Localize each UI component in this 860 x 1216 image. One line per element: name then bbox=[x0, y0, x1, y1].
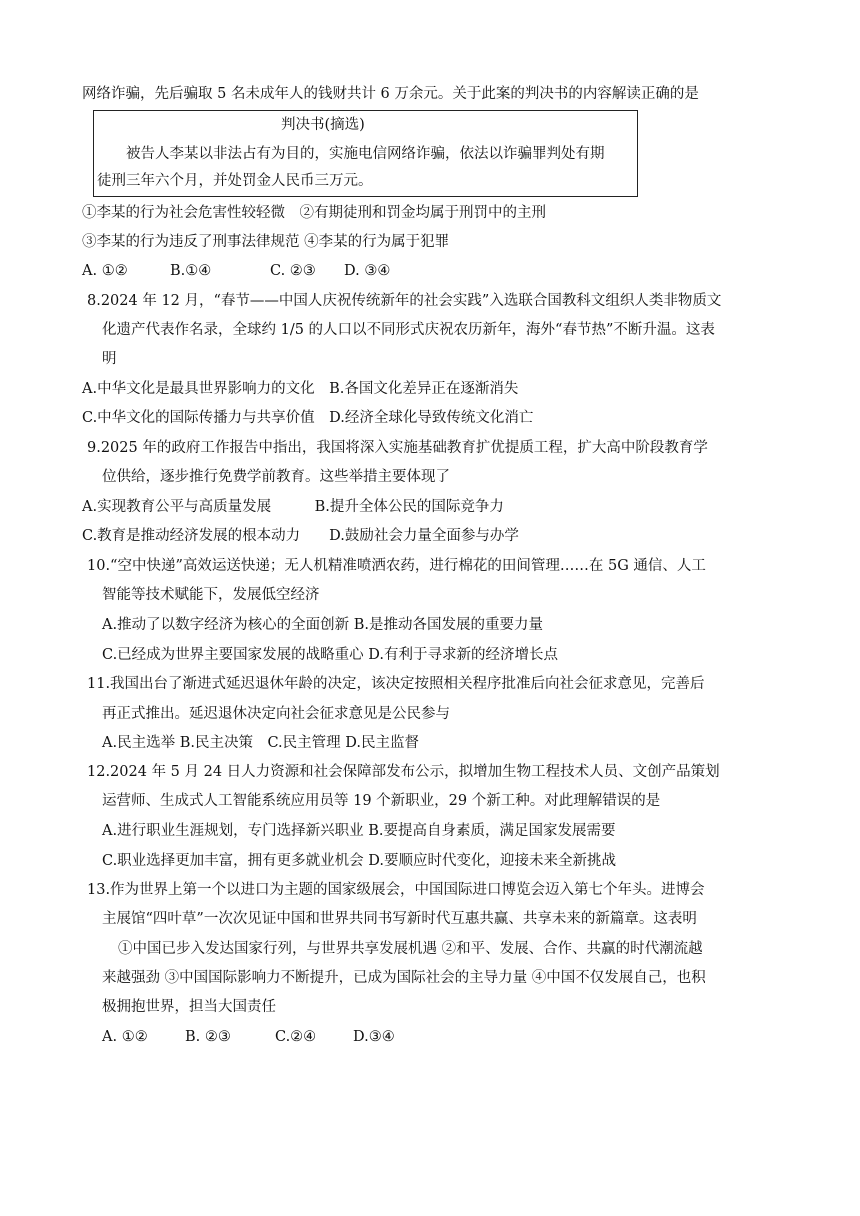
verdict-title: 判决书(摘选) bbox=[281, 117, 365, 133]
q9-stem-line-2: 位供给，逐步推行免费学前教育。这些举措主要体现了 bbox=[102, 469, 450, 485]
q9-options-a-b: A.实现教育公平与高质量发展 B.提升全体公民的国际竞争力 bbox=[82, 499, 504, 515]
q9-stem-line-1: 9.2025 年的政府工作报告中指出，我国将深入实施基础教育扩优提质工程，扩大高中阶段教育学 bbox=[87, 440, 708, 456]
q13-option-line-1: ①中国已步入发达国家行列，与世界共享发展机遇 ②和平、发展、合作、共赢的时代潮流越 bbox=[118, 941, 703, 957]
q8-stem-line-1: 8.2024 年 12 月，“春节——中国人庆祝传统新年的社会实践”入选联合国教科文组织人类非物质文 bbox=[87, 293, 722, 309]
verdict-excerpt-box bbox=[93, 110, 638, 197]
q10-stem-line-1: 10.“空中快递”高效运送快递；无人机精准喷洒农药，进行棉花的田间管理……在 5G 通信、人工 bbox=[87, 558, 706, 574]
q13-choice-b: B. ②③ bbox=[185, 1029, 231, 1045]
q7-choice-b: B.①④ bbox=[170, 263, 212, 279]
q12-options-a-b: A.进行职业生涯规划，专门选择新兴职业 B.要提高自身素质，满足国家发展需要 bbox=[102, 823, 616, 839]
q13-choice-d: D.③④ bbox=[353, 1029, 395, 1045]
q7-choice-c: C. ②③ bbox=[270, 263, 316, 279]
q13-option-line-2: 来越强劲 ③中国国际影响力不断提升，已成为国际社会的主导力量 ④中国不仅发展自己，也积 bbox=[102, 970, 706, 986]
q13-stem-line-1: 13.作为世界上第一个以进口为主题的国家级展会，中国国际进口博览会迈入第七个年头。进博会 bbox=[87, 882, 705, 898]
q7-choice-d: D. ③④ bbox=[344, 263, 391, 279]
question-7-intro: 网络诈骗，先后骗取 5 名未成年人的钱财共计 6 万余元。关于此案的判决书的内容解读正确的是 bbox=[82, 86, 699, 102]
verdict-line-1: 被告人李某以非法占有为目的，实施电信网络诈骗，依法以诈骗罪判处有期 bbox=[126, 146, 605, 162]
q8-options-a-b: A.中华文化是最具世界影响力的文化 B.各国文化差异正在逐渐消失 bbox=[82, 381, 519, 397]
q12-stem-line-1: 12.2024 年 5 月 24 日人力资源和社会保障部发布公示，拟增加生物工程技术人员、文创产品策划 bbox=[87, 764, 720, 780]
q13-option-line-3: 极拥抱世界，担当大国责任 bbox=[102, 999, 276, 1015]
q7-options-3-4: ③李某的行为违反了刑事法律规范 ④李某的行为属于犯罪 bbox=[82, 234, 450, 250]
q8-stem-line-2: 化遗产代表作名录，全球约 1/5 的人口以不同形式庆祝农历新年，海外“春节热”不断升温。这表 bbox=[102, 322, 715, 338]
q13-choice-c: C.②④ bbox=[275, 1029, 317, 1045]
q8-options-c-d: C.中华文化的国际传播力与共享价值 D.经济全球化导致传统文化消亡 bbox=[82, 410, 534, 426]
q7-options-1-2: ①李某的行为社会危害性较轻微 ②有期徒刑和罚金均属于刑罚中的主刑 bbox=[82, 205, 546, 221]
q11-stem-line-1: 11.我国出台了渐进式延迟退休年龄的决定，该决定按照相关程序批准后向社会征求意见，完善后 bbox=[87, 676, 705, 692]
q10-stem-line-2: 智能等技术赋能下，发展低空经济 bbox=[102, 587, 320, 603]
q9-options-c-d: C.教育是推动经济发展的根本动力 D.鼓励社会力量全面参与办学 bbox=[82, 528, 519, 544]
q12-options-c-d: C.职业选择更加丰富，拥有更多就业机会 D.要顺应时代变化，迎接未来全新挑战 bbox=[102, 853, 617, 869]
q10-options-a-b: A.推动了以数字经济为核心的全面创新 B.是推动各国发展的重要力量 bbox=[102, 617, 543, 633]
q13-stem-line-2: 主展馆“四叶草”一次次见证中国和世界共同书写新时代互惠共赢、共享未来的新篇章。这表明 bbox=[102, 911, 697, 927]
q10-options-c-d: C.已经成为世界主要国家发展的战略重心 D.有利于寻求新的经济增长点 bbox=[102, 647, 559, 663]
q7-choice-a: A. ①② bbox=[82, 263, 128, 279]
verdict-line-2: 徒刑三年六个月，并处罚金人民币三万元。 bbox=[97, 173, 373, 189]
q8-stem-line-3: 明 bbox=[102, 351, 117, 367]
q11-stem-line-2: 再正式推出。延迟退休决定向社会征求意见是公民参与 bbox=[102, 706, 450, 722]
q12-stem-line-2: 运营师、生成式人工智能系统应用员等 19 个新职业，29 个新工种。对此理解错误的是 bbox=[102, 793, 661, 809]
q11-options: A.民主选举 B.民主决策 C.民主管理 D.民主监督 bbox=[102, 735, 419, 751]
q13-choice-a: A. ①② bbox=[102, 1029, 148, 1045]
